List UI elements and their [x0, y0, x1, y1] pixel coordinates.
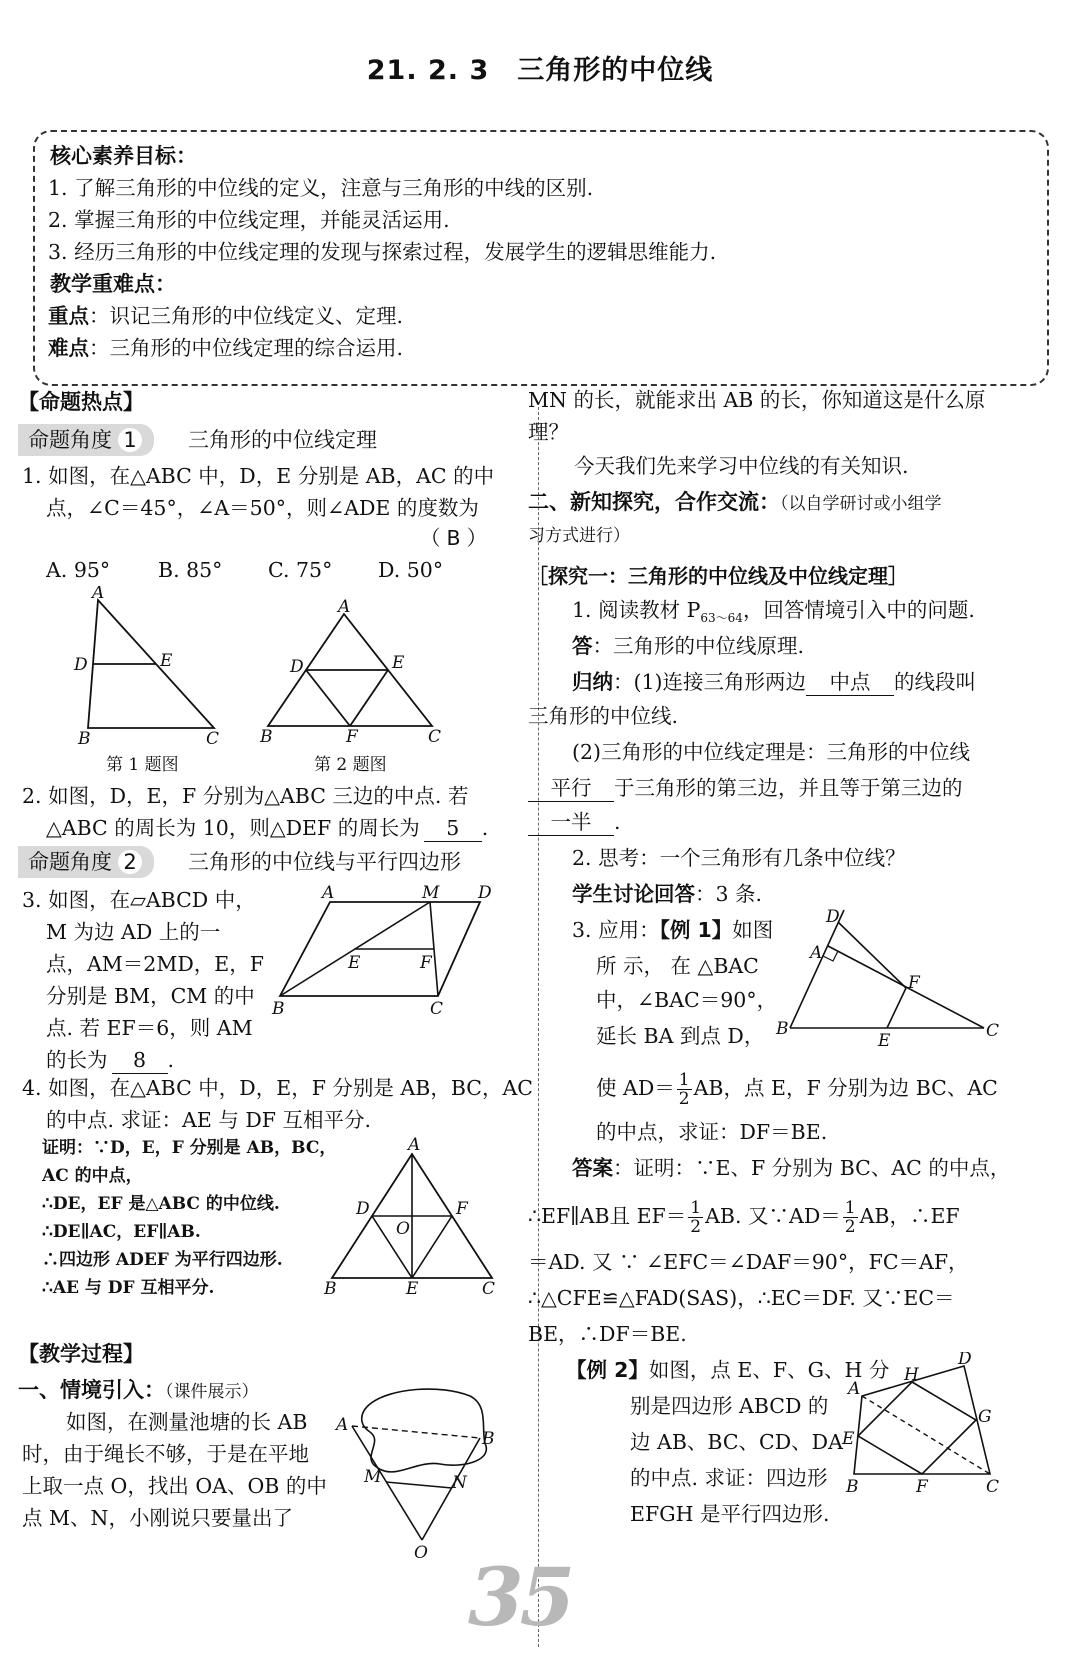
sol2-c: AB，∴EF [859, 1204, 960, 1228]
fraction-half [843, 1199, 858, 1236]
discuss-line [572, 878, 762, 911]
solution-line1 [572, 1152, 1010, 1185]
example1-tag: 【例 1】 [659, 918, 733, 942]
figure-1-caption: 第 1 题图 [106, 755, 179, 775]
q1-answer-letter: B [446, 526, 461, 550]
goals-heading: 核心素养目标： [50, 144, 197, 168]
label-c: C [428, 727, 442, 746]
answer-label: 答 [572, 634, 593, 658]
q2-line1: 2. 如图，D，E，F 分别为△ABC 三边的中点. 若 [22, 784, 469, 808]
summary2-line1: (2)三角形的中位线定理是：三角形的中位线 [572, 740, 971, 764]
label-f: F [916, 1477, 928, 1497]
label-a: A [810, 943, 823, 963]
frac-num: 1 [690, 1198, 702, 1218]
label-b: B [272, 999, 285, 1019]
label-d: D [356, 1199, 370, 1219]
angle-tag-2 [18, 846, 154, 878]
label-m: M [364, 1467, 382, 1487]
label-o: O [396, 1219, 410, 1239]
answer-text: ：三角形的中位线原理. [592, 634, 805, 658]
angle-tag-number: 1 [118, 428, 142, 452]
q3-line: 点. 若 EF＝6，则 AM [46, 1016, 253, 1040]
example1-line: 延长 BA 到点 D， [596, 1024, 765, 1048]
label-a: A [338, 597, 351, 617]
label-c: C [986, 1477, 1000, 1497]
label-a: A [322, 884, 335, 903]
label-a: A [92, 586, 105, 603]
q1-line2: 点，∠C＝45°，∠A＝50°，则∠ADE 的度数为 [46, 496, 479, 520]
discuss-label: 学生讨论回答 [572, 882, 695, 906]
q3-line: 3. 如图，在▱ABCD 中， [22, 888, 256, 912]
label-a: A [848, 1379, 861, 1399]
fraction-half [688, 1199, 703, 1236]
inquiry-title: ［探究一：三角形的中位线及中位线定理］ [528, 564, 908, 588]
page-title: 21. 2. 3 三角形的中位线 [366, 55, 714, 86]
q4-proof-line: AC 的中点， [42, 1166, 143, 1186]
intro-note: （课件展示） [165, 1382, 259, 1402]
q3-answer-blank: 8 [112, 1047, 168, 1074]
intro-heading-line [18, 1374, 259, 1409]
q1-option-c: C. 75° [268, 558, 333, 582]
frac-den: 2 [678, 1089, 690, 1109]
label-b: B [78, 729, 91, 746]
difficulty-heading: 教学重难点： [50, 272, 176, 296]
solution-line5: BE，∴DF＝BE. [528, 1322, 687, 1346]
label-h: H [904, 1365, 919, 1385]
hard-text: ：三角形的中位线定理的综合运用. [89, 336, 404, 360]
solution-line3: ＝AD. 又 ∵ ∠EFC＝∠DAF＝90°，FC＝AF， [528, 1250, 969, 1274]
example2-text: 如图，点 E、F、G、H 分 [648, 1358, 890, 1382]
today-line: 今天我们先来学习中位线的有关知识. [574, 454, 909, 478]
label-e: E [392, 653, 405, 673]
ex1-line5-pre: 使 AD＝ [596, 1076, 675, 1100]
label-f: F [456, 1199, 468, 1219]
goal-item: 1. 了解三角形的中位线的定义，注意与三角形的中线的区别. [48, 176, 594, 200]
q1-line1: 1. 如图，在△ABC 中，D，E 分别是 AB，AC 的中 [22, 464, 495, 488]
label-e: E [842, 1429, 855, 1449]
example2-line: EFGH 是平行四边形. [630, 1502, 830, 1526]
q1-option-b: B. 85° [158, 558, 223, 582]
frac-num: 1 [844, 1198, 856, 1218]
q2-text: △ABC 的周长为 10，则△DEF 的周长为 [46, 816, 420, 840]
solution-text: ：证明：∵E、F 分别为 BC、AC 的中点， [613, 1156, 1011, 1180]
key-text: ：识记三角形的中位线定义、定理. [89, 304, 404, 328]
label-a: A [336, 1415, 349, 1435]
q1-option-d: D. 50° [378, 558, 444, 582]
summary1-post: 的线段叫 [894, 670, 977, 694]
label-c: C [986, 1021, 1000, 1041]
label-g: G [978, 1407, 992, 1427]
angle-title-1: 三角形的中位线定理 [188, 428, 377, 452]
goal-item: 2. 掌握三角形的中位线定理，并能灵活运用. [48, 208, 450, 232]
figure-pond [330, 1376, 520, 1560]
example2-tag: 【例 2】 [566, 1358, 649, 1382]
label-m: M [422, 884, 440, 903]
solution-line4: ∴△CFE≌△FAD(SAS)，∴EC＝DF. 又∵EC＝ [528, 1286, 955, 1310]
summary2-line2 [528, 772, 963, 805]
example1-line: 中，∠BAC＝90°， [596, 988, 778, 1012]
label-d: D [290, 657, 304, 677]
q3-text: 的长为 [46, 1048, 108, 1072]
label-c: C [206, 729, 220, 746]
q4-proof-line: ∴DE，EF 是△ABC 的中位线. [42, 1194, 280, 1214]
summary2-blank1: 平行 [528, 775, 614, 802]
p1-pre: 1. 阅读教材 P [572, 598, 701, 622]
label-a: A [408, 1135, 421, 1155]
intro-line: 如图，在测量池塘的长 AB [66, 1410, 308, 1434]
label-d: D [826, 907, 840, 927]
angle-tag-1 [18, 424, 154, 456]
solution-line2 [528, 1196, 960, 1236]
q4-line2: 的中点. 求证：AE 与 DF 互相平分. [46, 1108, 372, 1132]
q4-proof-line: 证明：∵D，E，F 分别是 AB，BC， [42, 1138, 337, 1158]
label-e: E [878, 1031, 891, 1051]
sol2-a: ∴EF∥AB且 EF＝ [528, 1204, 687, 1228]
label-d: D [74, 655, 88, 675]
angle-tag-label: 命题角度 [28, 428, 112, 452]
cont-line: 理？ [528, 420, 569, 444]
frac-den: 2 [690, 1217, 702, 1237]
label-o: O [414, 1543, 428, 1560]
example1-line6: 的中点，求证：DF＝BE. [596, 1120, 828, 1144]
key-label: 重点 [48, 304, 89, 328]
label-n: N [452, 1473, 467, 1493]
paren-close: ） [466, 526, 488, 550]
label-d: D [478, 884, 492, 903]
label-f: F [908, 973, 920, 993]
hard-label: 难点 [48, 336, 89, 360]
example2-line: 边 AB、BC、CD、DA [630, 1430, 843, 1454]
intro-line: 上取一点 O，找出 OA、OB 的中 [22, 1474, 327, 1498]
example2-line: 别是四边形 ABCD 的 [630, 1394, 829, 1418]
p1-post: ，回答情境引入中的问题. [742, 598, 975, 622]
p1-pages: 63～64 [700, 611, 743, 626]
label-b: B [776, 1019, 789, 1039]
q3-line: 点，AM＝2MD，E，F [46, 952, 264, 976]
intro-line: 点 M、N，小刚说只要量出了 [22, 1506, 293, 1530]
q4-proof-line: ∴四边形 ADEF 为平行四边形. [42, 1250, 283, 1270]
answer-line [572, 630, 804, 663]
intro-heading: 一、情境引入： [18, 1378, 165, 1402]
label-e: E [348, 953, 361, 973]
figure-2-caption: 第 2 题图 [314, 755, 387, 775]
summary1-pre: ：(1)连接三角形两边 [613, 670, 807, 694]
key-point [48, 300, 403, 333]
label-f: F [346, 727, 358, 746]
q4-proof-line: ∴AE 与 DF 互相平分. [42, 1278, 215, 1298]
q3-line: 分别是 BM，CM 的中 [46, 984, 255, 1008]
app-pre: 3. 应用： [572, 918, 660, 942]
paren-open: （ [420, 526, 441, 550]
summary2-blank2: 一半 [528, 809, 614, 836]
summary2-line3 [528, 806, 621, 839]
summary2-mid: 于三角形的第三边，并且等于第三边的 [614, 776, 963, 800]
figure-4-triangle [318, 1134, 508, 1300]
frac-num: 1 [678, 1070, 690, 1090]
label-d: D [958, 1352, 972, 1369]
summary-label: 归纳 [572, 670, 613, 694]
summary-line1 [572, 666, 976, 699]
discuss-text: ：3 条. [695, 882, 763, 906]
angle-tag-label: 命题角度 [28, 850, 112, 874]
frac-den: 2 [844, 1217, 856, 1237]
label-e: E [160, 651, 173, 671]
q2-end: . [481, 816, 489, 840]
explore-note: （以自学研讨或小组学 [780, 494, 942, 514]
example2-line: 的中点. 求证：四边形 [630, 1466, 828, 1490]
label-b: B [260, 727, 273, 746]
explore-heading-line [528, 486, 942, 521]
think-line: 2. 思考：一个三角形有几条中位线？ [572, 846, 906, 870]
p1-line [572, 594, 975, 635]
goal-item: 3. 经历三角形的中位线定理的发现与探索过程，发展学生的逻辑思维能力. [48, 240, 717, 264]
figure-3-parallelogram [268, 884, 508, 1024]
label-c: C [430, 999, 444, 1019]
label-b: B [482, 1429, 495, 1449]
q4-line1: 4. 如图，在△ABC 中，D，E，F 分别是 AB，BC，AC [22, 1076, 533, 1100]
q3-end: . [167, 1048, 175, 1072]
example1-line5 [596, 1068, 998, 1108]
sol2-b: AB. 又∵AD＝ [705, 1204, 841, 1228]
intro-line: 时，由于绳长不够，于是在平地 [22, 1442, 309, 1466]
label-c: C [482, 1279, 496, 1299]
example1-line [572, 914, 773, 947]
label-b: B [324, 1279, 337, 1299]
section-hot-topics: 【命题热点】 [18, 390, 144, 414]
q3-line: M 为边 AD 上的一 [46, 920, 221, 944]
solution-label: 答案 [572, 1156, 613, 1180]
angle-title-2: 三角形的中位线与平行四边形 [188, 850, 461, 874]
explore-note-cont: 习方式进行） [528, 526, 630, 546]
ex1-line5-post: AB，点 E，F 分别为边 BC、AC [693, 1076, 998, 1100]
example1-line: 所 示， 在 △BAC [596, 954, 759, 978]
page-number: 35 [468, 1550, 572, 1644]
fraction-half [677, 1071, 692, 1108]
section-teaching-process: 【教学过程】 [18, 1342, 144, 1366]
summary1-blank: 中点 [806, 669, 894, 696]
summary2-end: . [614, 810, 621, 834]
hard-point [48, 332, 403, 365]
q1-option-a: A. 95° [46, 558, 111, 582]
q2-line2 [46, 812, 488, 845]
summary1-line2: 三角形的中位线. [528, 704, 679, 728]
label-b: B [846, 1477, 859, 1497]
figure-2-triangle [256, 596, 446, 746]
example1-text: 如图 [732, 918, 774, 942]
angle-tag-number: 2 [118, 850, 142, 874]
figure-example-2 [840, 1352, 1020, 1502]
q2-answer-blank: 5 [424, 815, 482, 842]
cont-line: MN 的长，就能求出 AB 的长，你知道这是什么原 [528, 388, 986, 412]
label-f: F [420, 953, 432, 973]
figure-example-1 [774, 906, 1004, 1056]
q1-answer [420, 522, 487, 555]
q4-proof-line: ∴DE∥AC，EF∥AB. [42, 1222, 201, 1242]
figure-1-triangle [60, 586, 240, 746]
explore-heading: 二、新知探究，合作交流： [528, 490, 780, 514]
label-e: E [406, 1279, 419, 1299]
